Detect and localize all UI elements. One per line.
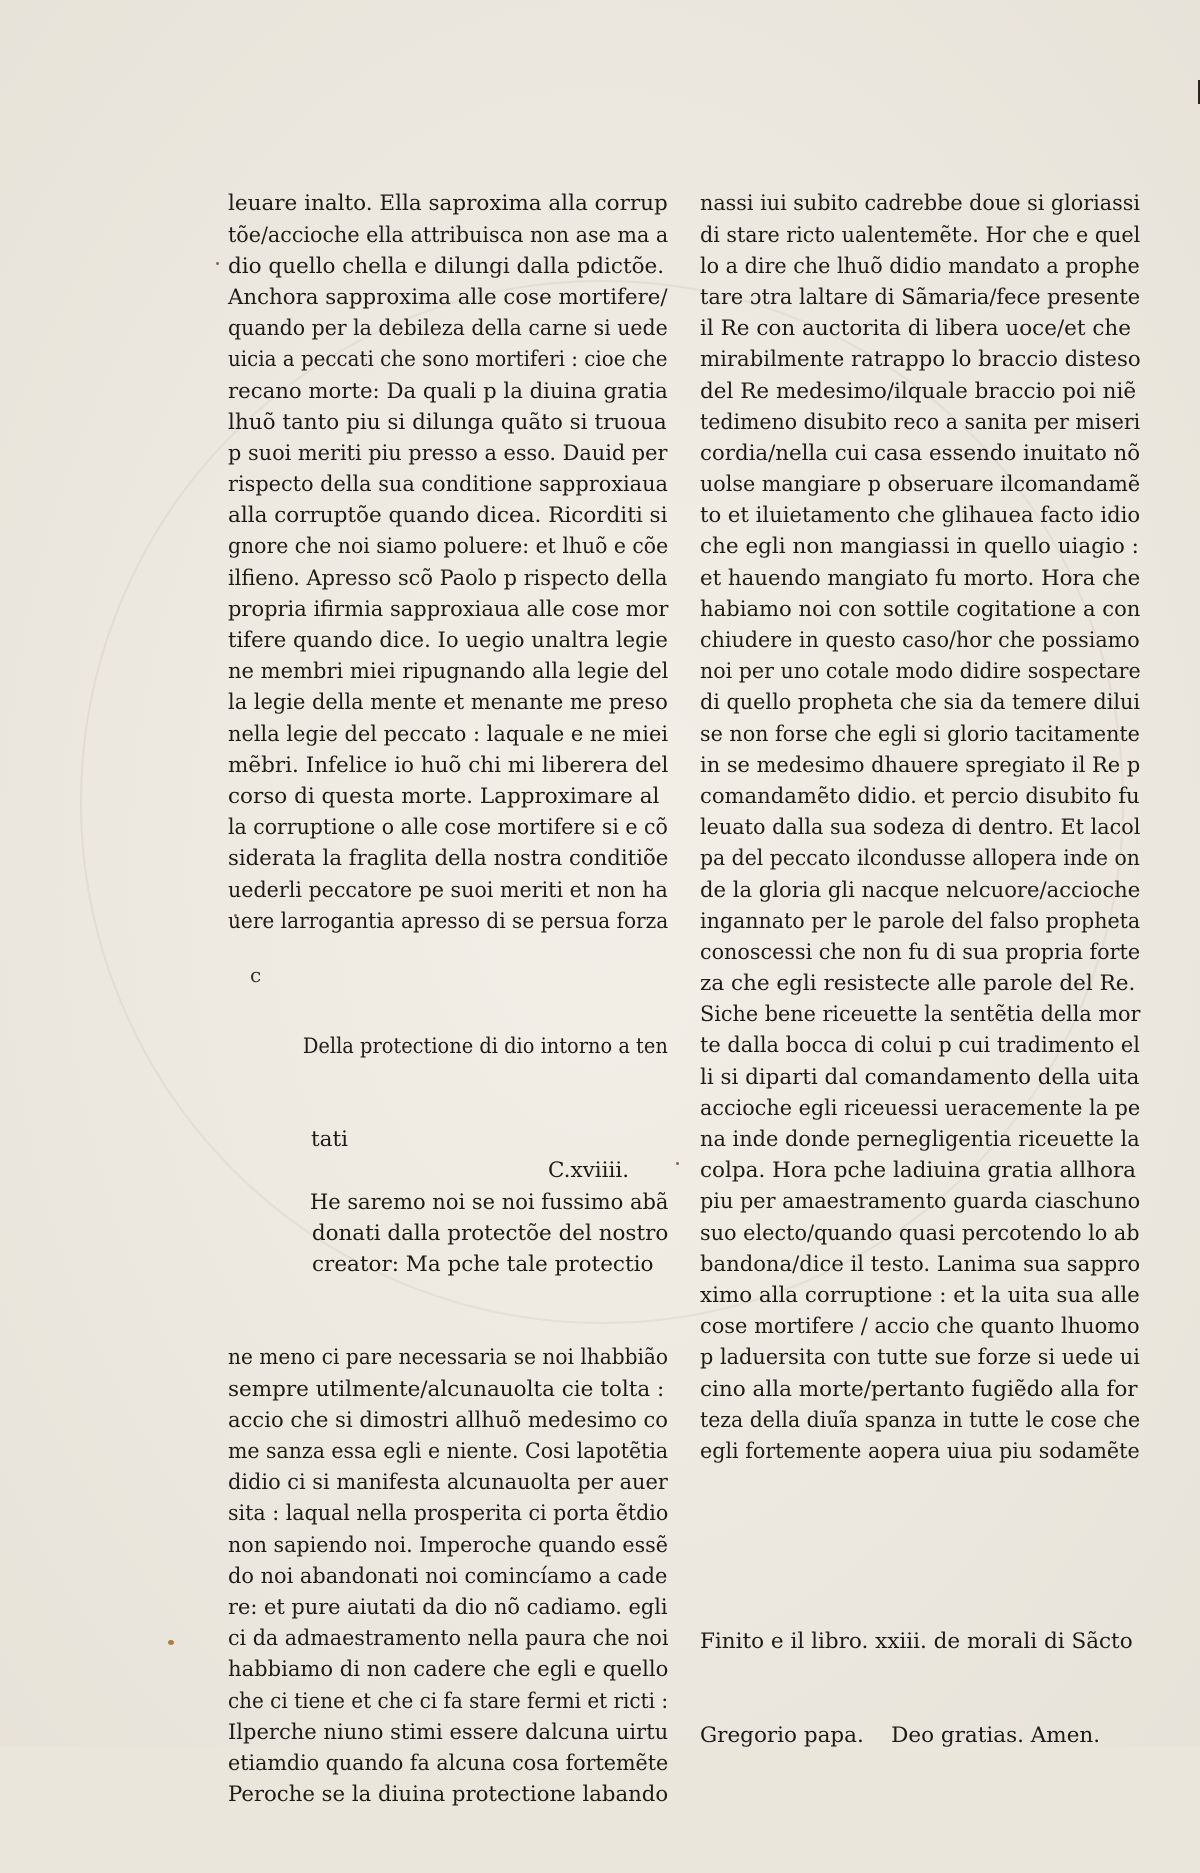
text-line: didio ci si manifesta alcunauolta per auer: [228, 1470, 668, 1496]
text-line: tõe/accioche ella attribuisca non ase ma a: [228, 222, 669, 248]
text-line: il Re con auctorita di libera uoce/et che: [700, 316, 1131, 342]
text-line: alla corruptõe quando dicea. Ricorditi si: [228, 503, 668, 529]
text-line: di quello propheta che sia da temere dilui: [700, 690, 1140, 716]
text-line: p suoi meriti piu presso a esso. Dauid per: [228, 440, 668, 466]
chapter-heading-second-line: [228, 1093, 668, 1184]
right-column-body: [700, 188, 1140, 1467]
text-line: habbiamo di non cadere che egli e quello: [228, 1657, 669, 1683]
text-line: tifere quando dice. Io uegio unaltra legie: [228, 628, 668, 654]
left-column-body-top: [228, 188, 668, 937]
drop-cap-indented-lines: [228, 1187, 668, 1281]
text-line: se non forse che egli si glorio tacitamente: [700, 721, 1140, 747]
text-line: Ilperche niuno stimi essere dalcuna uirtu: [228, 1719, 669, 1745]
text-line: ximo alla corruptione : et la uita sua alle: [700, 1282, 1140, 1308]
text-line: suo electo/quando quasi percotendo lo ab: [700, 1220, 1140, 1246]
text-line: siderata la fraglita della nostra conditiõe: [228, 846, 669, 872]
text-line: nella legie del peccato : laquale e ne miei: [228, 721, 669, 747]
text-line: bandona/dice il testo. Lanima sua sappro: [700, 1251, 1141, 1277]
text-line: accioche egli riceuessi ueracemente la pe: [700, 1095, 1141, 1121]
text-line: pa del peccato ilcondusse allopera inde on: [700, 846, 1140, 872]
text-line: rispecto della sua conditione sapproxiaua: [228, 472, 668, 498]
text-line: do noi abandonati noi comincíamo a cade: [228, 1563, 668, 1589]
text-line: me sanza essa egli e niente. Cosi lapotẽtia: [228, 1439, 669, 1465]
text-line: quando per la debileza della carne si uede: [228, 316, 668, 342]
text-line: la corruptione o alle cose mortifere si e cõ: [228, 815, 668, 841]
right-text-column: [700, 126, 1140, 1813]
colophon-line: Finito e il libro. xxiii. de morali di Sãcto: [700, 1628, 1133, 1654]
text-line: te dalla bocca di colui p cui tradimento el: [700, 1033, 1140, 1059]
text-line: dio quello chella e dilungi dalla pdictõe.: [228, 253, 665, 279]
text-line: cose mortifere / accio che quanto lhuomo: [700, 1314, 1140, 1340]
text-line: cordia/nella cui casa essendo inuitato nõ: [700, 440, 1141, 466]
text-line: lo a dire che lhuõ didio mandato a prophe: [700, 253, 1140, 279]
text-line: mirabilmente ratrappo lo braccio disteso: [700, 347, 1141, 373]
text-line: He saremo noi se noi fussimo abã: [309, 1189, 669, 1215]
text-line: li si diparti dal comandamento della uita: [700, 1064, 1140, 1090]
text-line: nassi iui subito cadrebbe doue si gloriassi: [700, 191, 1140, 217]
colophon-spacer: [700, 1530, 1140, 1564]
text-line: Peroche se la diuina protectione labando: [228, 1782, 669, 1808]
text-line: sita : laqual nella prosperita ci porta ẽtdio: [228, 1501, 669, 1527]
text-line: leuare inalto. Ella saproxima alla corrup: [228, 191, 668, 217]
text-line: piu per amaestramento guarda ciaschuno: [700, 1189, 1141, 1215]
text-line: corso di questa morte. Lapproximare al: [228, 783, 660, 809]
ink-speck: [676, 1162, 679, 1165]
text-line: na inde donde pernegligentia riceuette la: [700, 1127, 1140, 1153]
text-line: de la gloria gli nacque nelcuore/accioche: [700, 877, 1141, 903]
text-line: recano morte: Da quali p la diuina gratia: [228, 378, 668, 404]
ink-speck: [216, 262, 219, 265]
text-line: colpa. Hora pche ladiuina gratia allhora: [700, 1158, 1136, 1184]
text-line: sempre utilmente/alcunauolta cie tolta :: [228, 1376, 665, 1402]
text-line: ingannato per le parole del falso propheta: [700, 908, 1141, 934]
text-line: propria ifirmia sapproxiaua alle cose mor: [228, 596, 669, 622]
text-line: za che egli resistecte alle parole del Re.: [700, 971, 1136, 997]
text-line: che ci tiene et che ci fa stare fermi et ricti :: [228, 1688, 669, 1714]
text-line: chiudere in questo caso/hor che possiamo: [700, 628, 1140, 654]
text-line: donati dalla protectõe del nostro: [311, 1220, 669, 1246]
text-line: ci da admaestramento nella paura che noi: [228, 1626, 669, 1652]
text-line: comandamẽto didio. et percio disubito fu: [700, 783, 1140, 809]
text-line: uederli peccatore pe suoi meriti et non ha: [228, 877, 668, 903]
text-line: la legie della mente et menante me preso: [228, 690, 668, 716]
text-line: mẽbri. Infelice io huõ chi mi liberera del: [228, 752, 669, 778]
text-line: re: et pure aiutati da dio nõ cadiamo. egli: [228, 1594, 668, 1620]
text-line: che egli non mangiassi in quello uiagio :: [700, 534, 1139, 560]
chapter-heading: [228, 999, 668, 1059]
text-line: gnore che noi siamo poluere: et lhuõ e cõe: [228, 534, 669, 560]
text-line: non sapiendo noi. Imperoche quando essẽ: [228, 1532, 668, 1558]
colophon-line: Gregorio papa. Deo gratias. Amen.: [700, 1722, 1101, 1748]
text-line: to et iluietamento che glihauea facto idio: [700, 503, 1141, 529]
text-line: tare ɔtra laltare di Sãmaria/fece presente: [700, 284, 1141, 310]
stain-speck: [168, 1640, 174, 1645]
text-line: Anchora sapproxima alle cose mortifere/: [228, 284, 668, 310]
guide-letter: c: [250, 963, 262, 987]
text-line: leuato dalla sua sodeza di dentro. Et lacol: [700, 815, 1141, 841]
text-line: p laduersita con tutte sue forze si uede ui: [700, 1345, 1140, 1371]
text-line: ilfieno. Apresso scõ Paolo p rispecto della: [228, 565, 668, 591]
text-line: di stare ricto ualentemẽte. Hor che e quel: [700, 222, 1141, 248]
chapter-heading-title: Della protectione di dio intorno a ten: [302, 1033, 668, 1059]
text-line: ne meno ci pare necessaria se noi lhabbião: [228, 1345, 669, 1371]
text-line: accio che si dimostri allhuõ medesimo co: [228, 1407, 669, 1433]
text-line: del Re medesimo/ilquale braccio poi niẽ: [700, 378, 1137, 404]
text-line: noi per uno cotale modo didire sospectare: [700, 659, 1141, 685]
chapter-number: C.xviiii.: [548, 1158, 630, 1184]
text-line: egli fortemente aopera uiua piu sodamẽte: [700, 1438, 1140, 1464]
text-line: teza della diuĩa spanza in tutte le cose che: [700, 1407, 1141, 1433]
text-line: in se medesimo dhauere spregiato il Re p: [700, 752, 1141, 778]
text-line: etiamdio quando fa alcuna cosa fortemẽte: [228, 1750, 669, 1776]
text-line: et hauendo mangiato fu morto. Hora che: [700, 565, 1141, 591]
text-line: lhuõ tanto piu si dilunga quãto si truoua: [228, 409, 667, 435]
chapter-heading-continuation: tati: [311, 1127, 348, 1153]
text-line: uicia a peccati che sono mortiferi : cioe che: [228, 347, 668, 373]
text-line: conoscessi che non fu di sua propria forte: [700, 939, 1141, 965]
text-line: uolse mangiare p obseruare ilcomandamẽ: [700, 472, 1141, 498]
text-line: tedimeno disubito reco a sanita per miseri: [700, 409, 1141, 435]
text-line: Siche bene riceuette la sentẽtia della mor: [700, 1002, 1141, 1028]
text-line: habiamo noi con sottile cogitatione a con: [700, 596, 1141, 622]
left-column-body-bottom: [228, 1342, 668, 1810]
text-line: creator: Ma pche tale protectio: [312, 1251, 654, 1277]
text-line: cino alla morte/pertanto fugiẽdo alla for: [700, 1376, 1138, 1402]
text-line: ne membri miei ripugnando alla legie del: [228, 659, 669, 685]
left-text-column: [228, 126, 668, 1873]
text-line: uere larrogantia apresso di se persua forza: [228, 908, 669, 934]
